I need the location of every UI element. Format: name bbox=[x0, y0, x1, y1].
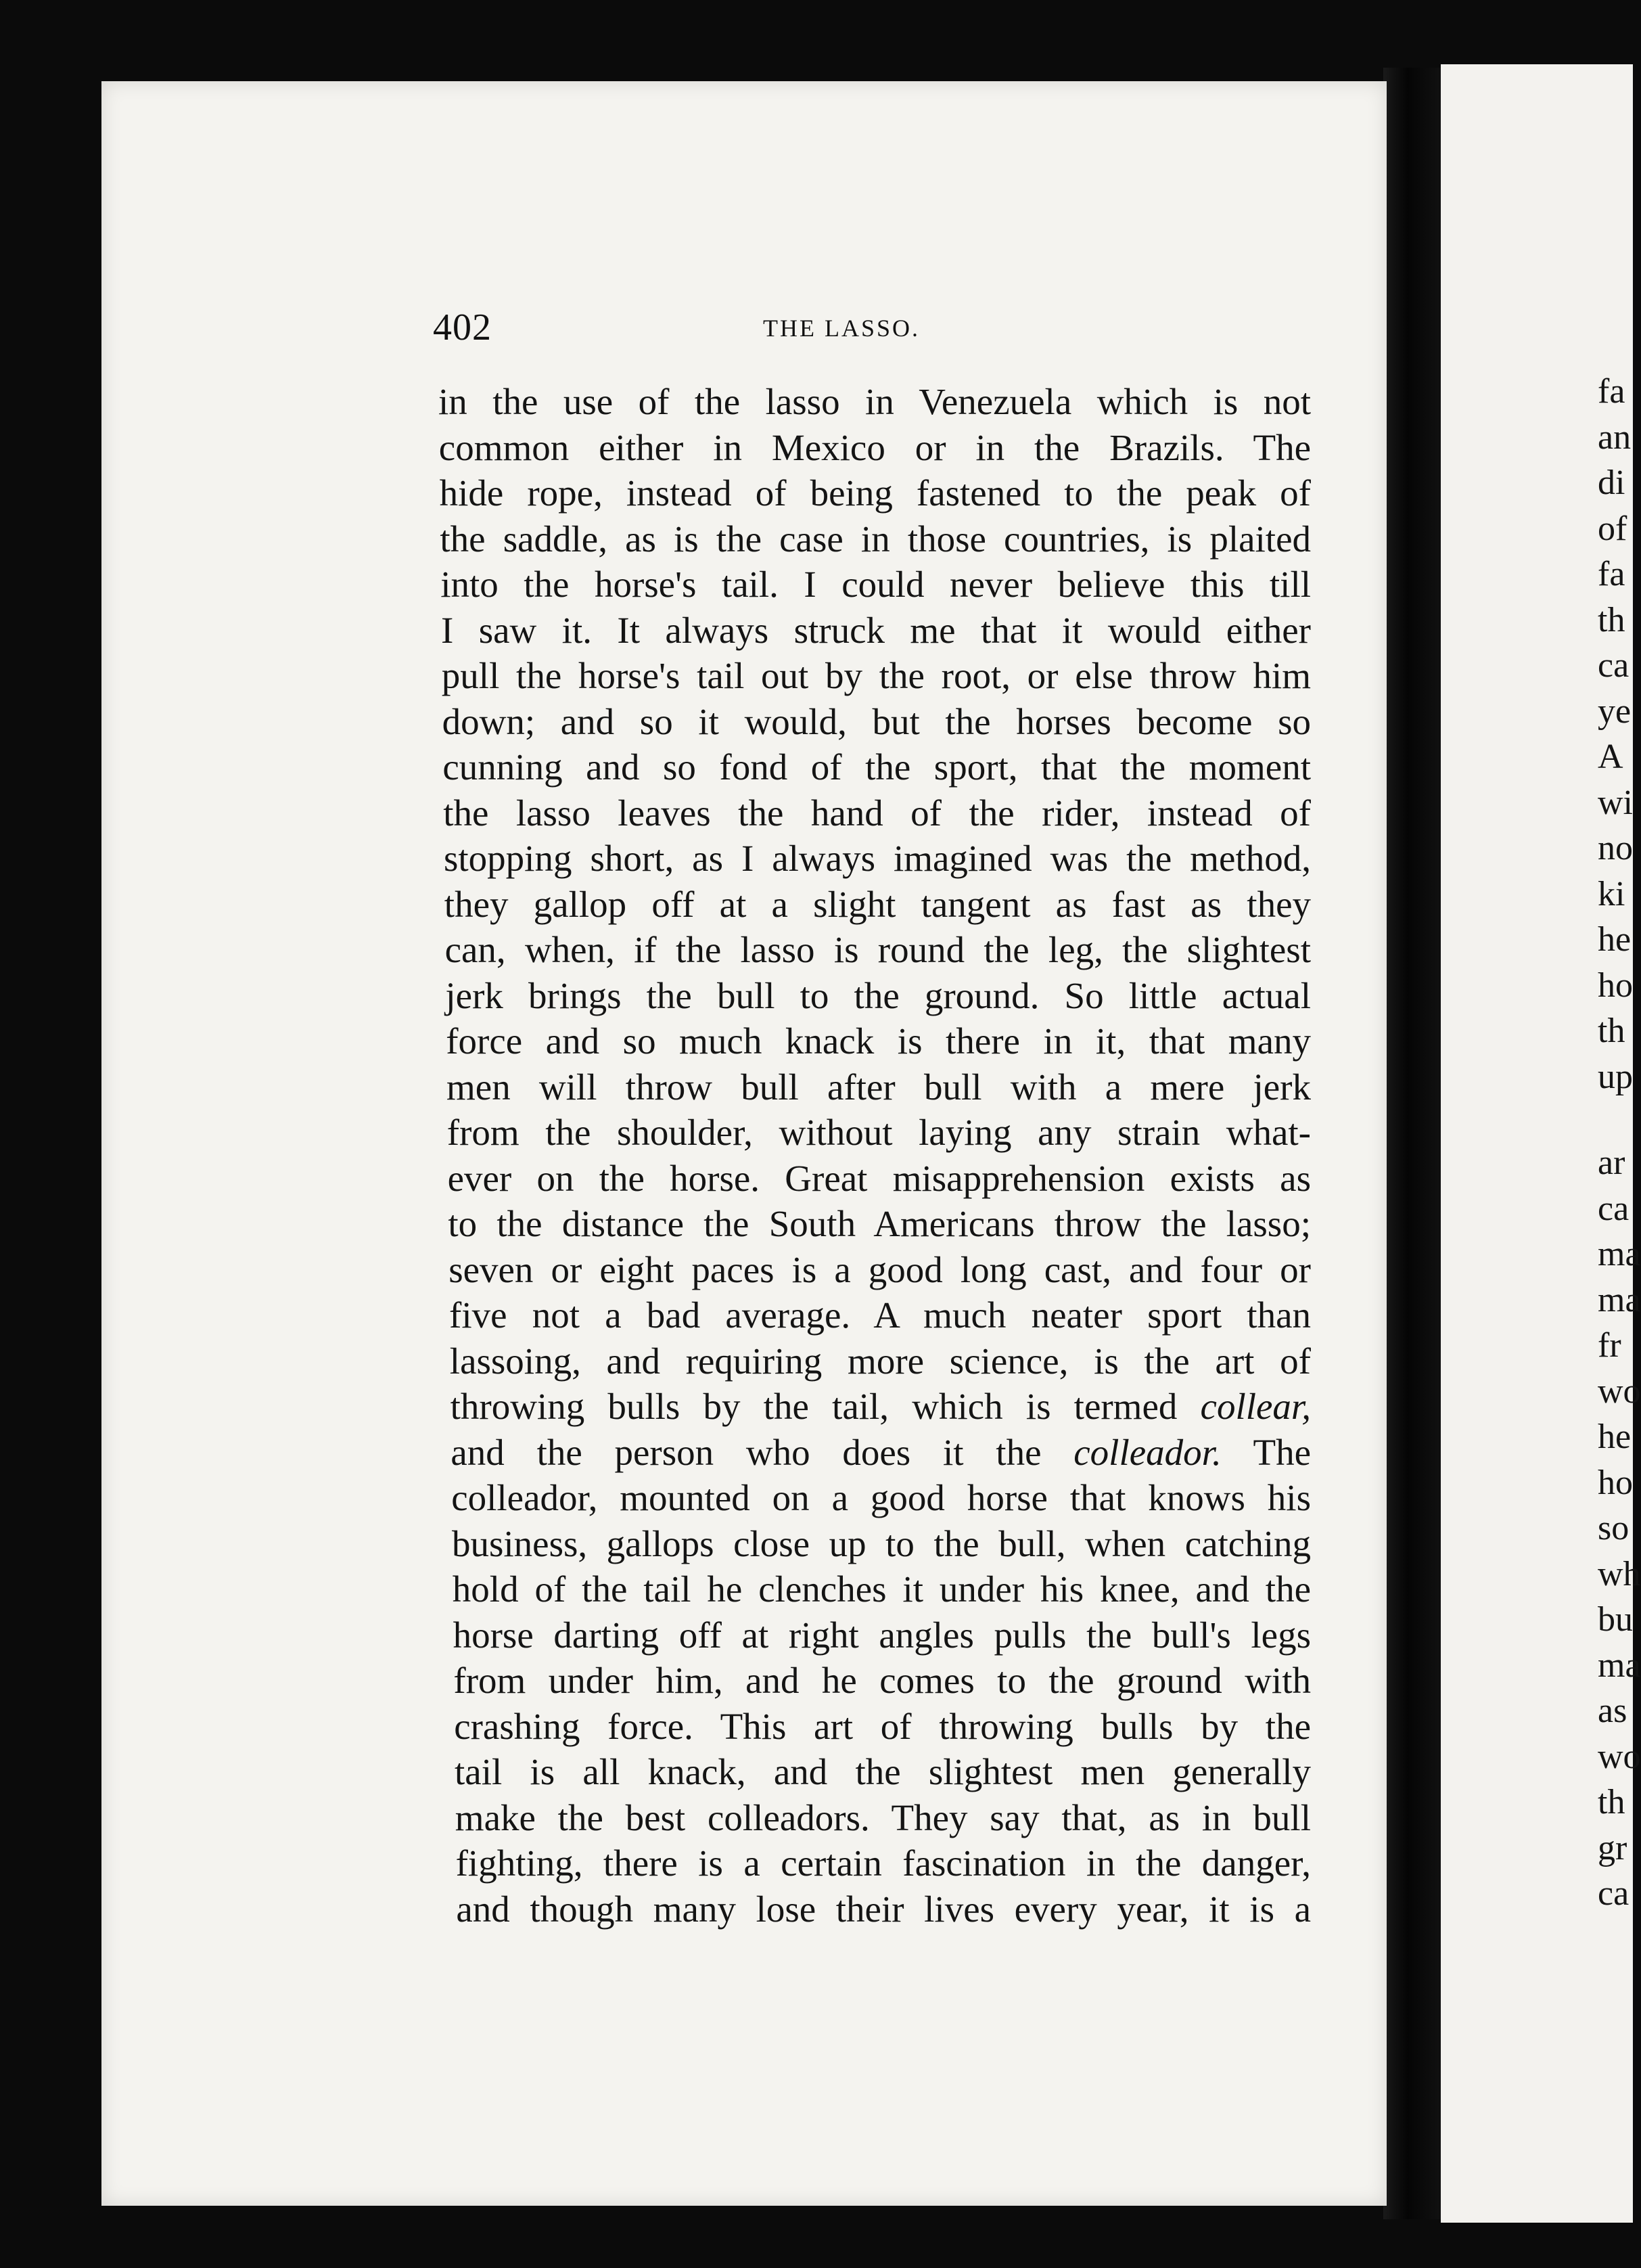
facing-page-line: he bbox=[1598, 920, 1632, 959]
running-head: THE LASSO. bbox=[763, 315, 921, 342]
body-text bbox=[438, 379, 1311, 1932]
text-line: crashing force. This art of throwing bulls by the bbox=[454, 1705, 1311, 1747]
facing-page-line: di bbox=[1598, 463, 1625, 502]
facing-page-line: ye bbox=[1598, 691, 1632, 731]
facing-page-line: ho bbox=[1598, 1463, 1633, 1502]
text-line: force and so much knack is there in it, that many bbox=[446, 1020, 1311, 1062]
text-line: the saddle, as is the case in those countries, is plaited bbox=[440, 518, 1311, 560]
facing-page-line: ma bbox=[1598, 1646, 1641, 1685]
facing-page-line: ca bbox=[1598, 1874, 1630, 1913]
facing-page-line: th bbox=[1598, 1783, 1625, 1821]
text-line: the lasso leaves the hand of the rider, instead of bbox=[443, 792, 1311, 834]
facing-page-line: A bbox=[1598, 738, 1623, 776]
facing-page-line: wo bbox=[1598, 1371, 1641, 1411]
text-line: horse darting off at right angles pulls the bull's legs bbox=[453, 1614, 1311, 1656]
text-line: to the distance the South Americans throw the lasso; bbox=[448, 1203, 1311, 1244]
facing-page-line: fa bbox=[1598, 555, 1625, 593]
text-line: into the horse's tail. I could never believe this till bbox=[440, 564, 1311, 605]
text-line: seven or eight paces is a good long cast, and four or bbox=[448, 1248, 1311, 1290]
text-line: and though many lose their lives every year, it is a bbox=[456, 1888, 1311, 1930]
text-line: pull the horse's tail out by the root, or else throw him bbox=[441, 655, 1311, 696]
text-line: jerk brings the bull to the ground. So little actual bbox=[445, 974, 1311, 1016]
text-line: down; and so it would, but the horses become so bbox=[442, 700, 1311, 742]
text-line: tail is all knack, and the slightest men generally bbox=[455, 1751, 1311, 1792]
facing-page-line: ma bbox=[1598, 1235, 1641, 1273]
facing-page-line: wi bbox=[1598, 783, 1633, 822]
facing-page-line: so bbox=[1598, 1509, 1630, 1547]
text-line: fighting, there is a certain fascination in the danger, bbox=[455, 1842, 1311, 1884]
text-line: throwing bulls by the tail, which is termed collear, bbox=[450, 1386, 1311, 1427]
facing-page-line: wo bbox=[1598, 1737, 1641, 1776]
facing-page-line: gr bbox=[1598, 1828, 1627, 1867]
text-line: ever on the horse. Great misapprehension exists as bbox=[447, 1157, 1311, 1199]
facing-page-line: an bbox=[1598, 417, 1632, 457]
facing-page-line: ca bbox=[1598, 646, 1630, 685]
text-line: hold of the tail he clenches it under his knee, and the bbox=[452, 1568, 1311, 1610]
facing-page-line: th bbox=[1598, 1012, 1625, 1050]
text-line: five not a bad average. A much neater sport than bbox=[449, 1294, 1311, 1336]
facing-page-text-fragment bbox=[1598, 369, 1641, 1917]
facing-page-line: fr bbox=[1598, 1326, 1621, 1365]
text-line: cunning and so fond of the sport, that the moment bbox=[442, 746, 1311, 788]
text-line: from the shoulder, without laying any strain what- bbox=[446, 1112, 1311, 1153]
facing-page-line: up bbox=[1598, 1057, 1633, 1096]
text-line: lassoing, and requiring more science, is the art of bbox=[449, 1340, 1311, 1382]
facing-page-line: ar bbox=[1598, 1143, 1625, 1182]
facing-page-line: ma bbox=[1598, 1280, 1641, 1319]
facing-page-line: bu bbox=[1598, 1600, 1633, 1639]
facing-page-line: wh bbox=[1598, 1554, 1641, 1593]
text-line: I saw it. It always struck me that it would either bbox=[441, 609, 1311, 651]
page-number: 402 bbox=[433, 307, 492, 348]
facing-page-line: of bbox=[1598, 509, 1627, 548]
book-gutter bbox=[1383, 68, 1444, 2219]
text-line: in the use of the lasso in Venezuela which is not bbox=[438, 381, 1311, 422]
text-line: stopping short, as I always imagined was the method, bbox=[444, 838, 1311, 879]
facing-page-line: fa bbox=[1598, 372, 1625, 411]
text-line: hide rope, instead of being fastened to the peak of bbox=[439, 472, 1311, 514]
text-line: colleador, mounted on a good horse that knows his bbox=[451, 1477, 1311, 1518]
facing-page-line: as bbox=[1598, 1692, 1627, 1730]
text-line: business, gallops close up to the bull, when catching bbox=[452, 1522, 1311, 1564]
facing-page-line: ki bbox=[1598, 874, 1625, 913]
text-line: and the person who does it the colleador. The bbox=[450, 1431, 1311, 1473]
text-line: men will throw bull after bull with a mere jerk bbox=[446, 1066, 1311, 1108]
text-line: they gallop off at a slight tangent as fast as they bbox=[444, 883, 1311, 925]
text-line: can, when, if the lasso is round the leg, the slightest bbox=[444, 929, 1311, 970]
facing-page-line: th bbox=[1598, 600, 1625, 639]
text-line: from under him, and he comes to the ground with bbox=[453, 1660, 1311, 1701]
facing-page-line: he bbox=[1598, 1418, 1632, 1456]
text-line: common either in Mexico or in the Brazils. The bbox=[438, 426, 1311, 468]
text-line: make the best colleadors. They say that, as in bull bbox=[455, 1796, 1311, 1838]
facing-page-line: ca bbox=[1598, 1189, 1630, 1228]
facing-page-line: ho bbox=[1598, 966, 1633, 1005]
facing-page-line: no bbox=[1598, 829, 1633, 867]
